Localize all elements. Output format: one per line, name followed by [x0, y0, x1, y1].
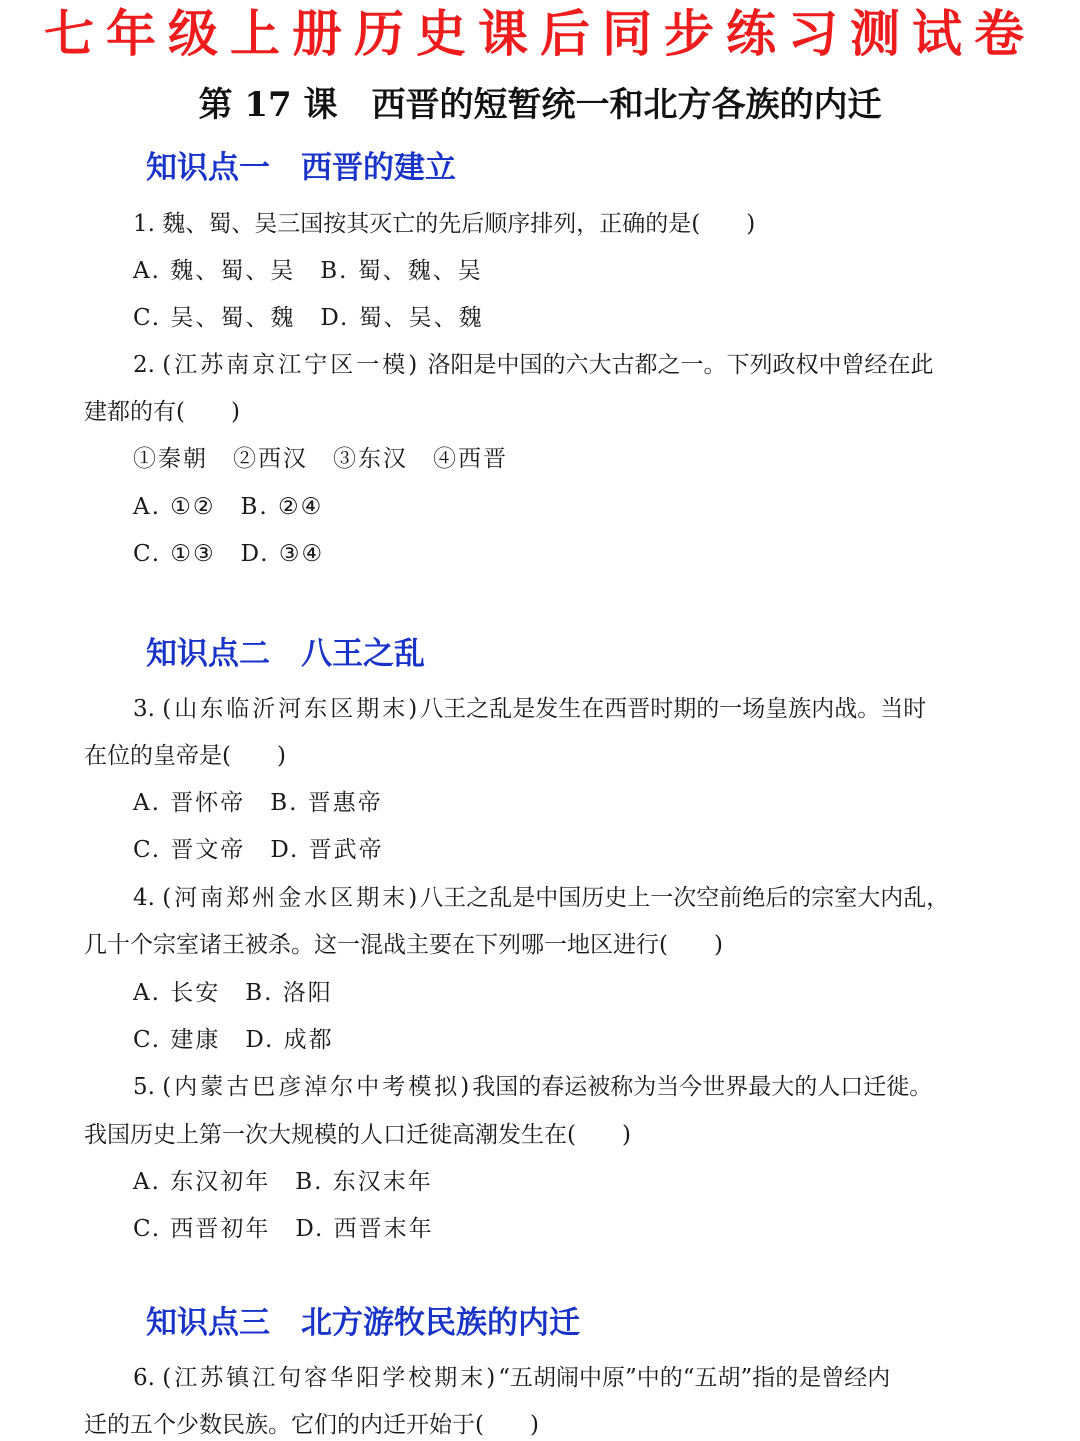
question-2-items: ①秦朝 ②西汉 ③东汉 ④西晋: [133, 446, 508, 472]
question-text: 洛阳是中国的六大古都之一。下列政权中曾经在此: [427, 352, 934, 378]
question-5-stem-continued: 我国历史上第一次大规模的人口迁徙高潮发生在( ): [84, 1122, 631, 1148]
question-1-options-row-2: C. 吴、蜀、魏 D. 蜀、吴、魏: [133, 305, 484, 331]
question-2-options-row-2: C. ①③ D. ③④: [133, 541, 325, 567]
question-source: (江苏镇江句容华阳学校期末): [162, 1365, 499, 1391]
question-5-stem: [133, 1071, 932, 1103]
section-heading-1: 知识点一 西晋的建立: [146, 150, 456, 186]
question-number: 4.: [133, 885, 155, 911]
question-number: 6.: [133, 1365, 155, 1391]
question-2-stem: [133, 349, 934, 381]
question-source: (江苏南京江宁区一模): [162, 352, 421, 378]
question-4-options-row-2: C. 建康 D. 成都: [133, 1027, 334, 1053]
question-2-stem-continued: 建都的有( ): [84, 399, 240, 425]
section-heading-3: 知识点三 北方游牧民族的内迁: [146, 1305, 580, 1341]
question-text: 八王之乱是中国历史上一次空前绝后的宗室大内乱，: [420, 885, 950, 911]
question-2-options-row-1: A. ①② B. ②④: [133, 494, 324, 520]
question-number: 3.: [133, 696, 155, 722]
question-1-options-row-1: A. 魏、蜀、吴 B. 蜀、魏、吴: [133, 258, 483, 284]
question-4-options-row-1: A. 长安 B. 洛阳: [133, 980, 333, 1006]
question-number: 2.: [133, 352, 155, 378]
question-4-stem-continued: 几十个宗室诸王被杀。这一混战主要在下列哪一地区进行( ): [84, 932, 723, 958]
question-3-stem-continued: 在位的皇帝是( ): [84, 743, 286, 769]
question-3-options-row-2: C. 晋文帝 D. 晋武帝: [133, 837, 384, 863]
question-number: 5.: [133, 1074, 155, 1100]
question-text: 魏、蜀、吴三国按其灭亡的先后顺序排列，正确的是( ): [162, 211, 756, 237]
question-source: (内蒙古巴彦淖尔中考模拟): [162, 1074, 473, 1100]
question-5-options-row-2: C. 西晋初年 D. 西晋末年: [133, 1216, 434, 1242]
question-1-stem: [133, 208, 755, 240]
question-text: 八王之乱是发生在西晋时期的一场皇族内战。当时: [420, 696, 927, 722]
question-text: “五胡闹中原”中的“五胡”指的是曾经内: [498, 1365, 891, 1391]
section-heading-2: 知识点二 八王之乱: [146, 636, 425, 672]
question-3-stem: [133, 693, 926, 725]
worksheet-banner-title: 七年级上册历史课后同步练习测试卷: [44, 5, 1036, 63]
question-6-stem-continued: 迁的五个少数民族。它们的内迁开始于( ): [84, 1412, 539, 1438]
question-6-stem: [133, 1362, 890, 1394]
lesson-title: 第 17 课 西晋的短暂统一和北方各族的内迁: [198, 85, 882, 125]
question-source: (河南郑州金水区期末): [162, 885, 421, 911]
question-3-options-row-1: A. 晋怀帝 B. 晋惠帝: [133, 790, 383, 816]
question-4-stem: [133, 882, 949, 914]
question-text: 我国的春运被称为当今世界最大的人口迁徙。: [472, 1074, 933, 1100]
question-number: 1.: [133, 211, 155, 237]
question-source: (山东临沂河东区期末): [162, 696, 421, 722]
question-5-options-row-1: A. 东汉初年 B. 东汉末年: [133, 1169, 433, 1195]
